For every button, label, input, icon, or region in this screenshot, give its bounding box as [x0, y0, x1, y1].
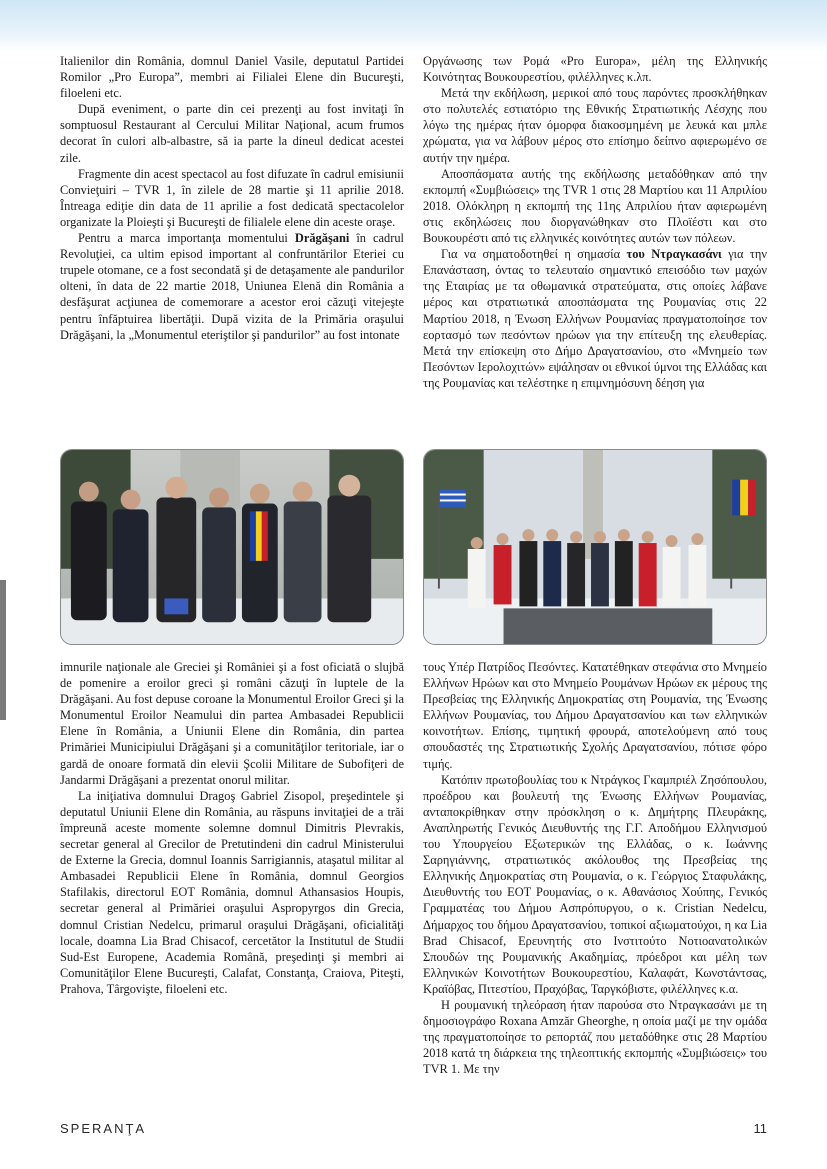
paragraph-text: Αποσπάσματα αυτής της εκδήλωσης μεταδόθηκαν από την εκπομπή «Συμβιώσεις» της TVR 1 στις 28 Μαρτίου και 11 Απριλίου 2018. Ολόκληρη η εκπομπή της 11ης Απριλίου ήταν αφιερωμένη στις εκδηλώσεις που διοργανώθηκαν στο Πλοϊέστι και στο Βουκουρέστι από τις ελληνικές κοινότητες αυτών των πόλεων.: [423, 166, 767, 246]
paragraph: [423, 85, 767, 165]
paragraph-text: Η ρουμανική τηλεόραση ήταν παρούσα στο Ντραγκασάνι με τη δημοσιογράφο Roxana Amzăr Gheorghe, η οποία μαζί με την ομάδα της πραγματοποίησε το ρεπορτάζ που μεταδόθηκε στις 28 Μαρτίου 2018 κατά τη διάρκεια της τηλεοπτικής εκπομπής «Συμβιώσεις» του TVR 1. Με την: [423, 997, 767, 1077]
column-right-bottom: [423, 659, 767, 1077]
paragraph-text: Κατόπιν πρωτοβουλίας του κ Ντράγκος Γκαμπριέλ Ζησόπουλου, προέδρου και βουλευτή της Ένωσης Ελλήνων Ρουμανίας, ανταποκρίθηκαν στην πρόσκληση ο κ. Δημήτρης Πλευράκης, Αναπληρωτής Γενικός Διευθυντής της Γ.Γ. Αποδήμου Ελληνισμού του Υπουργείου Εξωτερικών της Ελλάδας, ο κ. Ιωάννης Σαρηγιάννης, στρατιωτικός ακόλουθος της Πρεσβείας της Ελληνικής Δημοκρατίας στη Ρουμανία, ο κ. Γεώργιος Σταφυλάκης, Διευθυντής του ΕΟΤ Ρουμανίας, ο κ. Αθανάσιος Χούπης, Γενικός Γραμματέας του Δήμου Ασπρόπυργου, ο κ. Cristian Nedelcu, Δήμαρχος του δήμου Δραγατσανίου, τοπικοί αξιωματούχοι, η κα Lia Brad Chisacof, Ερευνητής στο Ινστιτούτο Νοτιοανατολικών Σπουδών της Ρουμανικής Ακαδημίας, πρόεδροι και μέλη των Ελληνικών Κοινοτήτων Βουκουρεστίου, Καλαφάτ, Κωνστάντσας, Κραϊόβας, Πιτεστίου, Πραχόβας, Ταργκόβιστε, φιλέλληνες κ.α.: [423, 772, 767, 996]
paragraph-text: Italienilor din România, domnul Daniel Vasile, deputatul Partidei Romilor „Pro Europa”, membri ai Filialei Elene din Bucureşti, filoeleni etc.: [60, 54, 404, 101]
photo-ceremony-monument: [423, 449, 767, 645]
paragraph: [60, 101, 404, 165]
paragraph-text: După eveniment, o parte din cei prezenţi au fost invitaţi în somptuosul Restaurant al Cercului Militar Naţional, acum frumos decorat în culori alb-albastre, să ia parte la dineul dedicat acestei zile.: [60, 102, 404, 165]
paragraph-bold: του Ντραγκασάνι: [626, 247, 722, 262]
paragraph: [60, 166, 404, 230]
paragraph-text: în cadrul Revoluţiei, ca ultim episod important al confruntărilor Eteriei cu trupele otomane, ce a fost secondată şi de detaşamente ale pandurilor olteni, în data de 22 martie 2018, Uniunea Elenă din România a desfăşurat acţiunea de comemorare a acestor eroi căzuţi vitejeşte pentru înfăptuirea libertăţii. După vizita de la Primăria oraşului Drăgăşani, la „Monumentul eteriştilor şi pandurilor” au fost intonate: [60, 231, 404, 342]
paragraph: [60, 659, 404, 788]
side-tab-marker: [0, 580, 6, 720]
page-number: 11: [753, 1121, 767, 1136]
paragraph-text: Fragmente din acest spectacol au fost difuzate în cadrul emisiunii Convieţuiri – TVR 1, în zilele de 28 martie şi 11 aprilie 2018. Întreaga ediţie din data de 11 aprilie a fost dedicată spectacolelor organizate la Ploieşti şi Bucureşti de filialele elene din aceste oraşe.: [60, 166, 404, 229]
paragraph-text: Οργάνωσης των Ρομά «Pro Europa», μέλη της Ελληνικής Κοινότητας Βουκουρεστίου, φιλέλληνες κ.λπ.: [423, 54, 767, 85]
photo-officials-group: [60, 449, 404, 645]
paragraph: [423, 997, 767, 1077]
paragraph: [423, 166, 767, 246]
paragraph-bold: Drăgăşani: [294, 231, 350, 246]
paragraph: [60, 53, 404, 101]
paragraph-text: τους Υπέρ Πατρίδος Πεσόντες. Κατατέθηκαν στεφάνια στο Μνημείο Ελλήνων Ηρώων και στο Μνημείο Ρουμάνων Ηρώων εκ μέρους της Πρεσβείας της Ελληνικής Δημοκρατίας στη Ρουμανία, της Ένωσης Ελλήνων Ρουμανίας, του Δήμου Δραγατσανίου και των ελληνικών κοινοτήτων. Επίσης, τιμητική φρουρά, αποτελούμενη από τους σπουδαστές της Στρατιωτικής Σχολής Δραγατσανίου, πότισε φόρο τιμής.: [423, 660, 767, 771]
column-left-bottom: [60, 659, 404, 997]
paragraph: [423, 772, 767, 997]
paragraph-lead: Για να σηματοδοτηθεί η σημασία: [441, 247, 627, 262]
paragraph-text: imnurile naţionale ale Greciei şi României şi a fost oficiată o slujbă de pomenire a eroilor greci şi români căzuţi în luptele de la Drăgăşani. Au fost depuse coroane la Monumentul Eroilor Greci şi la Monumentul Eroilor Neamului din partea Ambasadei Republicii Elene în România, a Uniunii Elene din România, din partea Primăriei Municipiului Drăgăşani şi a comunităţilor teritoriale, iar o gardă de onoare formată din elevii Şcolii Militare de Subofiţeri de Jandarmi Drăgăşani a prezentat onorul militar.: [60, 660, 404, 787]
paragraph-text: La iniţiativa domnului Dragoş Gabriel Zisopol, preşedintele şi deputatul Uniunii Elene din România, au răspuns invitaţiei de a trăi împreună aceste momente solemne domnul Dimitris Plevrakis, secretar general al Grecilor de Pretutindeni din cadrul Ministerului de Externe la Grecia, domnul Ioannis Sarrigiannis, ataşatul militar al Ambasadei Republicii Elene în România, domnul Georgios Stafilakis, directorul EOT România, domnul Athansasios Houpis, secretar general al Primăriei oraşului Aspropyrgos din Grecia, domnul Cristian Nedelcu, primarul oraşului Drăgăşani, oficialităţi locale, doamna Lia Brad Chisacof, cercetător la Institutul de Studii Sud-Est Europene, Academia Română, preşedinţi şi membri ai Comunităţilor Elene Bucureşti, Calafat, Constanţa, Craiova, Piteşti, Prahova, Târgovişte, filoeleni etc.: [60, 788, 404, 996]
paragraph-text: για την Επανάσταση, όντας το τελευταίο σημαντικό επεισόδιο των μαχών της Εταιρίας με τα οθωμανικά στρατεύματα, στις οποίες λάβανε μέρος και στρατιωτικά αποσπάσματα της Ρουμανίας στις 22 Μαρτίου 2018, η Ένωση Ελλήνων Ρουμανίας πραγματοποίησε τον εορτασμό των πεσόντων ηρώων για την επίτευξη της ελευθερίας. Μετά την επίσκεψη στο Δήμο Δραγατσανίου, στο «Μνημείο των Πεσόντων Ιερολοχιτών» εψάλησαν οι εθνικοί ύμνοι της Ελλάδας και της Ρουμανίας και τελέστηκε η επιμνημόσυνη δέηση για: [423, 247, 767, 390]
paragraph-text: Μετά την εκδήλωση, μερικοί από τους παρόντες προσκλήθηκαν στο πολυτελές εστιατόριο της Εθνικής Στρατιωτικής Λέσχης που λόγω της ημέρας ήταν όμορφα διακοσμημένη με λευκά και μπλε χρώματα, για να λάβουν μέρος στο επίσημο δείπνο αφιερωμένο σε αυτήν την ημέρα.: [423, 86, 767, 165]
paragraph: [423, 53, 767, 85]
header-band: [0, 0, 827, 52]
column-right-top: [423, 53, 767, 391]
paragraph: [423, 659, 767, 772]
paragraph-lead: Pentru a marca importanţa momentului: [78, 231, 295, 246]
magazine-name: SPERANŢA: [60, 1121, 147, 1136]
column-left-top: [60, 53, 404, 343]
paragraph: [60, 788, 404, 997]
paragraph: [423, 246, 767, 391]
paragraph: [60, 230, 404, 343]
